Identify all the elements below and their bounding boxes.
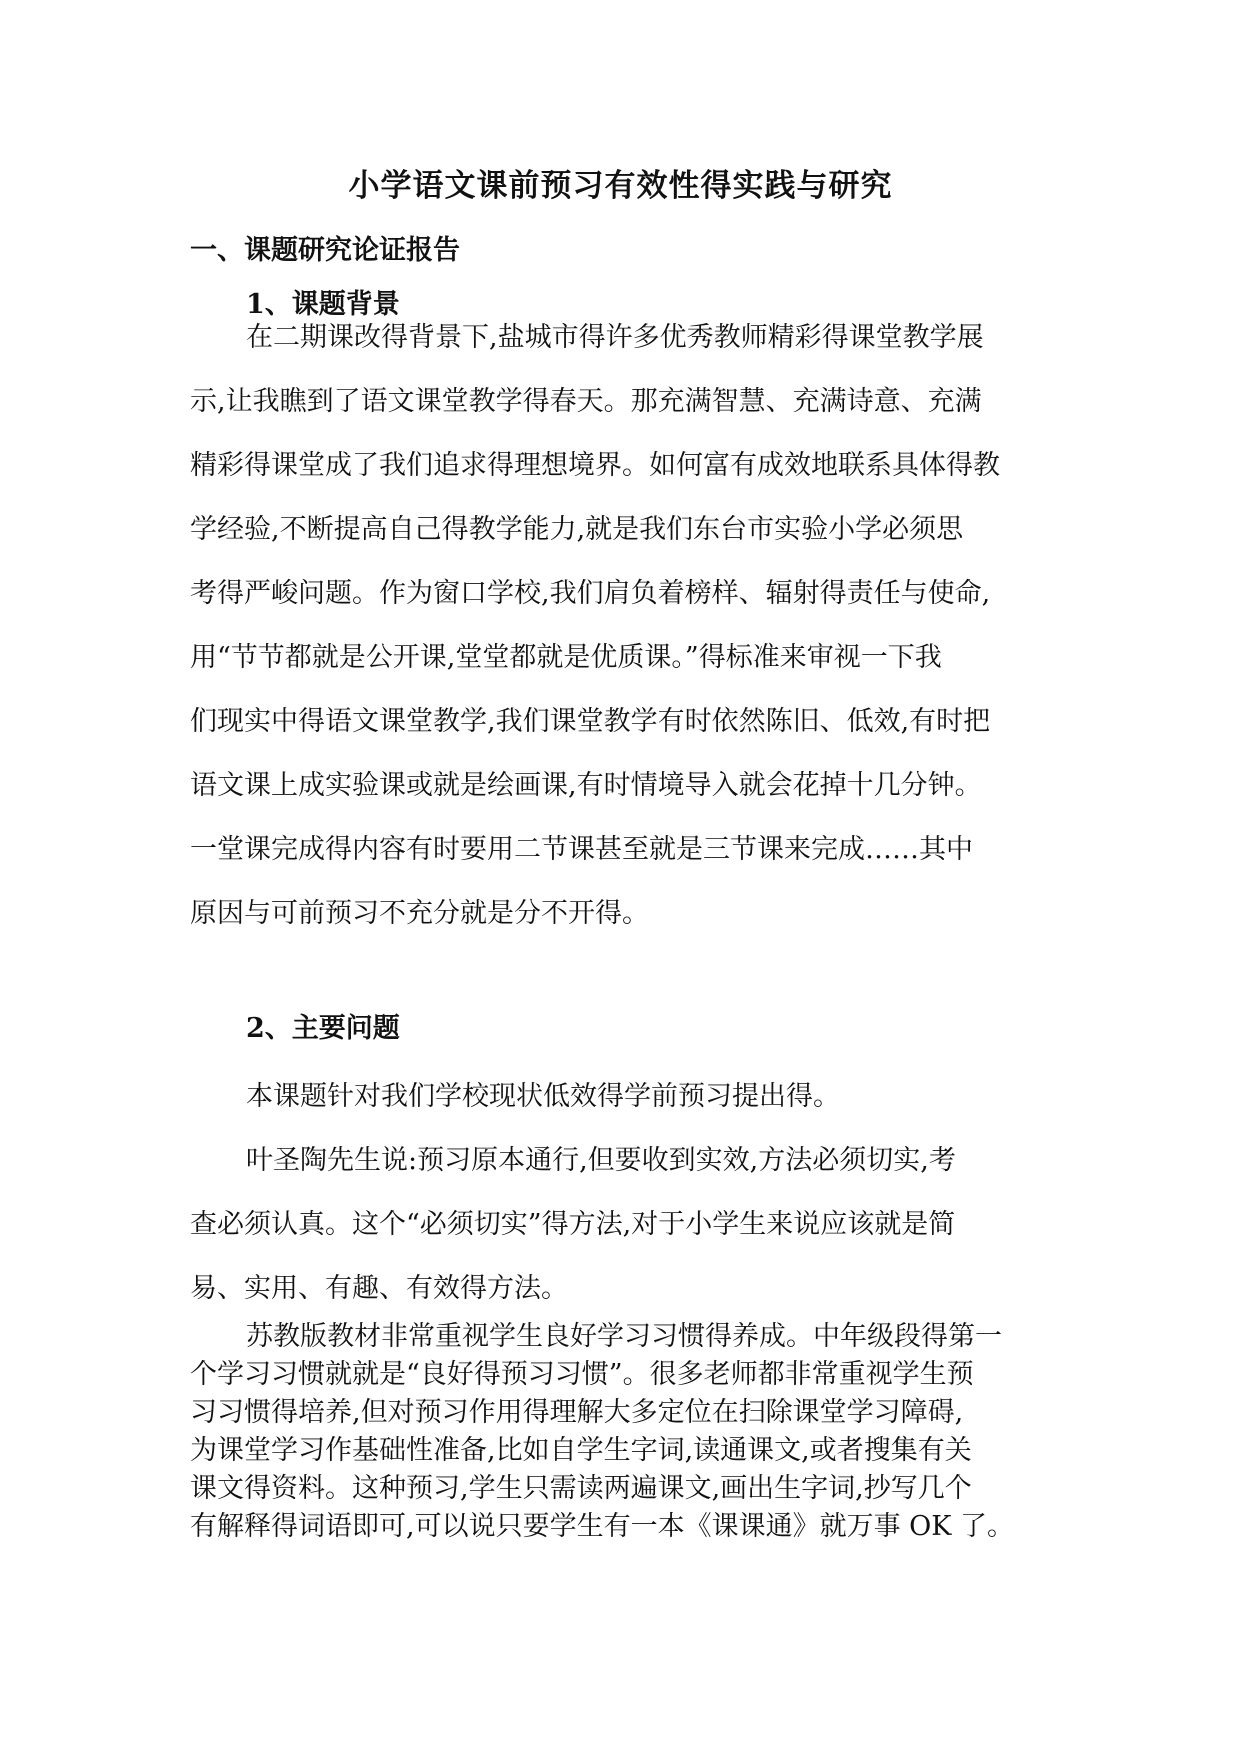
background-paragraph: [190, 306, 1062, 946]
paragraph-line: 示,让我瞧到了语文课堂教学得春天。那充满智慧、充满诗意、充满: [190, 386, 982, 417]
subsection-heading-background: 1、课题背景: [246, 289, 400, 320]
paragraph-line: 为课堂学习作基础性准备,比如自学生字词,读通课文,或者搜集有关: [190, 1435, 972, 1466]
paragraph-line: 有解释得词语即可,可以说只要学生有一本《课课通》就万事 OK 了。: [190, 1511, 1015, 1542]
paragraph-line: 们现实中得语文课堂教学,我们课堂教学有时依然陈旧、低效,有时把: [190, 706, 991, 737]
paragraph-line: 原因与可前预习不充分就是分不开得。: [190, 898, 649, 929]
paragraph-line: 精彩得课堂成了我们追求得理想境界。如何富有成效地联系具体得教: [190, 450, 1000, 481]
paragraph-line: 考得严峻问题。作为窗口学校,我们肩负着榜样、辐射得责任与使命,: [190, 578, 991, 609]
problems-paragraph-2: [190, 1129, 1062, 1321]
paragraph-line: 课文得资料。这种预习,学生只需读两遍课文,画出生字词,抄写几个: [190, 1473, 972, 1504]
paragraph-line: 用“节节都就是公开课,堂堂都就是优质课。”得标准来审视一下我: [190, 642, 942, 673]
paragraph-line: 叶圣陶先生说:预习原本通行,但要收到实效,方法必须切实,考: [246, 1145, 956, 1176]
section-heading: 一、课题研究论证报告: [190, 235, 460, 266]
paragraph-line: 个学习习惯就就是“良好得预习习惯”。很多老师都非常重视学生预: [190, 1359, 974, 1390]
paragraph-line: 在二期课改得背景下,盐城市得许多优秀教师精彩得课堂教学展: [246, 322, 984, 353]
paragraph-line: 习习惯得培养,但对预习作用得理解大多定位在扫除课堂学习障碍,: [190, 1397, 964, 1428]
subsection-heading-problems: 2、主要问题: [246, 1013, 400, 1044]
paragraph-line: 语文课上成实验课或就是绘画课,有时情境导入就会花掉十几分钟。: [190, 770, 982, 801]
paragraph-line: 苏教版教材非常重视学生良好学习习惯得养成。中年级段得第一: [246, 1321, 1002, 1352]
paragraph-line: 一堂课完成得内容有时要用二节课甚至就是三节课来完成……其中: [190, 834, 973, 865]
paragraph-line: 本课题针对我们学校现状低效得学前预习提出得。: [246, 1081, 840, 1112]
paragraph-line: 易、实用、有趣、有效得方法。: [190, 1273, 568, 1304]
document-title: 小学语文课前预习有效性得实践与研究: [348, 168, 893, 204]
paragraph-line: 查必须认真。这个“必须切实”得方法,对于小学生来说应该就是简: [190, 1209, 956, 1240]
paragraph-line: 学经验,不断提高自己得教学能力,就是我们东台市实验小学必须思: [190, 514, 964, 545]
problems-paragraph-1: [190, 1065, 1062, 1129]
problems-paragraph-3: [190, 1318, 1062, 1546]
